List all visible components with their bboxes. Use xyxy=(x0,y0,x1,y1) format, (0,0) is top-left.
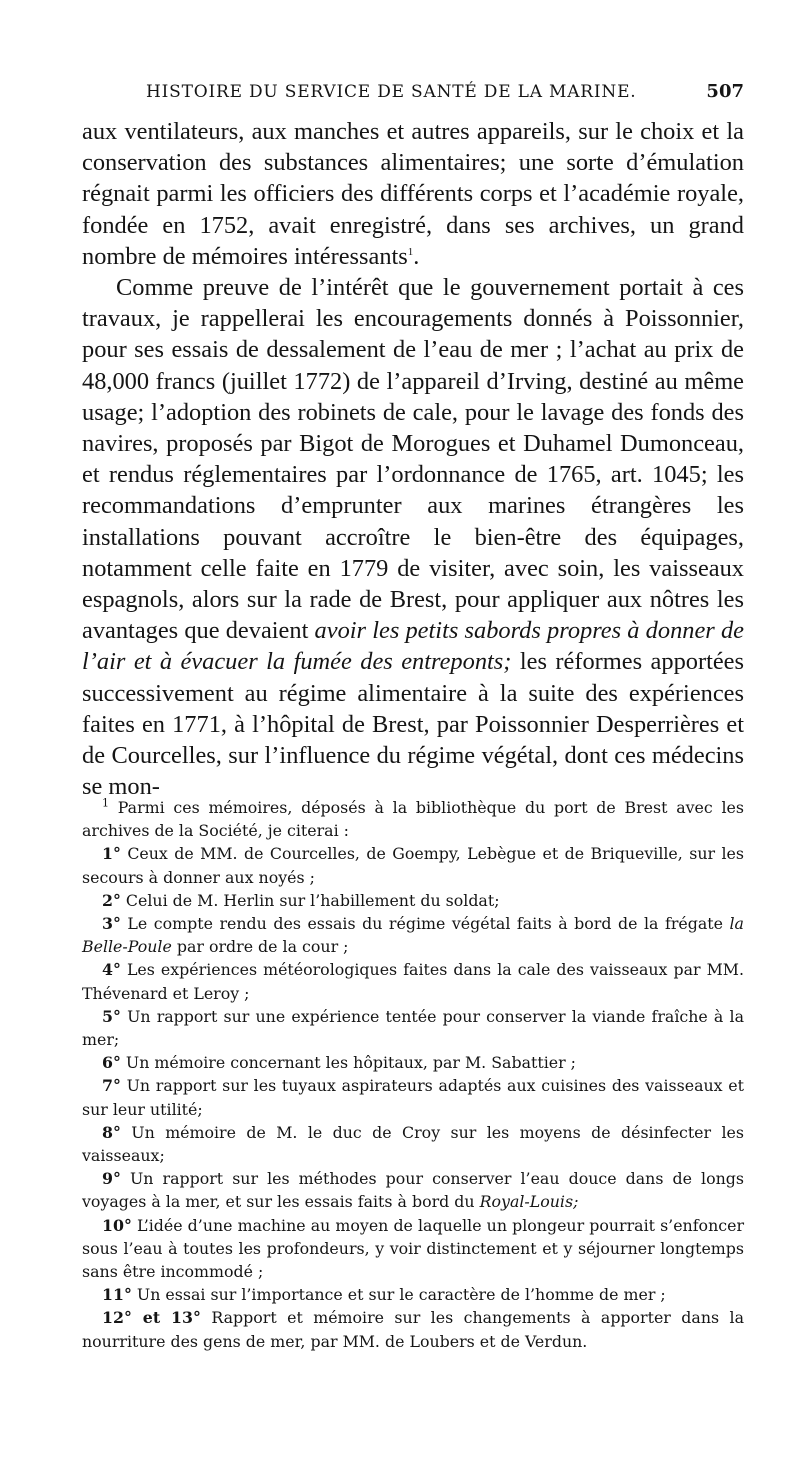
footnote-item-2 xyxy=(82,889,744,912)
footnote-item-7 xyxy=(82,1074,744,1120)
footnote-number: 3° xyxy=(102,914,121,934)
footnote-text: Celui de M. Herlin sur l’habillement du soldat; xyxy=(125,890,500,910)
footnote-number: 12° et 13° xyxy=(102,1308,201,1328)
footnote-item-5 xyxy=(82,1005,744,1051)
footnote-number: 5° xyxy=(102,1006,121,1026)
footnotes xyxy=(82,796,744,1353)
footnote-text: Un mémoire concernant les hôpitaux, par M. Sabattier ; xyxy=(125,1053,576,1073)
footnote-number: 4° xyxy=(102,960,121,980)
footnote-text: Un essai sur l’importance et sur le caractère de l’homme de mer ; xyxy=(136,1285,666,1305)
footnote-item-3 xyxy=(82,912,744,958)
footnote-text: Ceux de MM. de Courcelles, de Goempy, Lebègue et de Briqueville, sur les secours à donner aux noyés ; xyxy=(82,844,744,887)
page-number: 507 xyxy=(706,81,744,102)
footnote-reference-1: 1 xyxy=(407,245,414,258)
footnote-text-before-italic: Un rapport sur les méthodes pour conserver l’eau douce dans de longs voyages à la mer, et sur les essais faits à bord du xyxy=(82,1169,744,1212)
ship-name-italic: la Belle-Poule xyxy=(82,914,744,957)
footnote-text: L’idée d’une machine au moyen de laquelle un plongeur pourrait s’enfoncer sous l’eau à toutes les profondeurs, y voir distinctement et y séjourner longtemps sans être incommodé ; xyxy=(82,1215,744,1282)
running-title: HISTOIRE DU SERVICE DE SANTÉ DE LA MARINE. xyxy=(146,82,637,102)
footnote-text: Un mémoire de M. le duc de Croy sur les moyens de désinfecter les vaisseaux; xyxy=(82,1122,744,1166)
footnote-text: Un rapport sur une expérience tentée pour conserver la viande fraîche à la mer; xyxy=(82,1006,744,1050)
paragraph-2-italic-quote: avoir les petits sabords propres à donner de l’air et à évacuer la fumée des entreponts; xyxy=(82,617,744,676)
footnote-item-9 xyxy=(82,1167,744,1213)
footnote-text: Rapport et mémoire sur les changements à apporter dans la nourriture des gens de mer, par MM. de Loubers et de Verdun. xyxy=(82,1308,744,1351)
footnote-number: 11° xyxy=(102,1285,132,1305)
footnote-text-after-italic: par ordre de la cour ; xyxy=(176,937,349,957)
paragraph-1-text: aux ventilateurs, aux manches et autres appareils, sur le choix et la conservation des substances alimentaires; une sorte d’émulation régnait parmi les officiers des différents corps et l’académie royale, fondée en 1752, avait enregistré, dans ses archives, un grand nombre de mémoires intéressants xyxy=(82,118,744,270)
footnote-item-6 xyxy=(82,1051,744,1074)
running-header xyxy=(82,76,744,108)
ship-name-italic: Royal-Louis; xyxy=(479,1192,579,1212)
footnote-number: 1° xyxy=(102,844,121,864)
main-text xyxy=(82,116,744,802)
footnote-number: 6° xyxy=(102,1053,121,1073)
footnote-text: Les expériences météorologiques faites dans la cale des vaisseaux par MM. Thévenard et Leroy ; xyxy=(82,960,744,1003)
footnote-item-8 xyxy=(82,1121,744,1167)
paragraph-2-text-after-italic: les réformes apportées successivement au régime alimentaire à la suite des expériences faites en 1771, à l’hôpital de Brest, par Poissonnier Desperrières et de Courcelles, sur l’influence du régime végétal, dont ces médecins se mon- xyxy=(82,648,745,801)
footnote-intro-text: Parmi ces mémoires, déposés à la bibliothèque du port de Brest avec les archives de la Société, je citerai : xyxy=(82,798,744,841)
footnote-text-before-italic: Le compte rendu des essais du régime végétal faits à bord de la frégate xyxy=(127,914,723,934)
body-paragraph-1 xyxy=(82,116,744,272)
footnote-item-12-13 xyxy=(82,1306,744,1352)
footnote-mark: 1 xyxy=(102,796,109,810)
paragraph-2-text-before-italic: Comme preuve de l’intérêt que le gouvernement portait à ces travaux, je rappellerai les encouragements donnés à Poissonnier, pour ses essais de dessalement de l’eau de mer ; l’achat au prix de 48,000 francs (juillet 1772) de l’appareil d’Irving, destiné au même usage; l’adoption des robinets de cale, pour le lavage des fonds des navires, proposés par Bigot de Morogues et Duhamel Dumonceau, et rendus réglementaires par l’ordonnance de 1765, art. 1045; les recommandations d’emprunter aux marines étrangères les installations pouvant accroître le bien-être des équipages, notamment celle faite en 1779 de visiter, avec soin, les vaisseaux espagnols, alors sur la rade de Brest, pour appliquer aux nôtres les avantages que devaient xyxy=(82,274,744,645)
footnote-number: 8° xyxy=(102,1122,121,1142)
footnote-item-11 xyxy=(82,1283,744,1306)
paragraph-1-ending: . xyxy=(413,242,420,270)
footnote-number: 7° xyxy=(102,1076,121,1096)
footnote-number: 10° xyxy=(102,1215,132,1235)
footnote-item-10 xyxy=(82,1214,744,1284)
footnote-item-4 xyxy=(82,958,744,1004)
body-paragraph-2 xyxy=(82,272,744,802)
footnote-item-1 xyxy=(82,842,744,888)
footnote-number: 2° xyxy=(102,890,121,910)
footnote-intro xyxy=(82,796,744,842)
footnote-text: Un rapport sur les tuyaux aspirateurs adaptés aux cuisines des vaisseaux et sur leur utilité; xyxy=(82,1076,744,1119)
footnote-number: 9° xyxy=(102,1169,121,1189)
